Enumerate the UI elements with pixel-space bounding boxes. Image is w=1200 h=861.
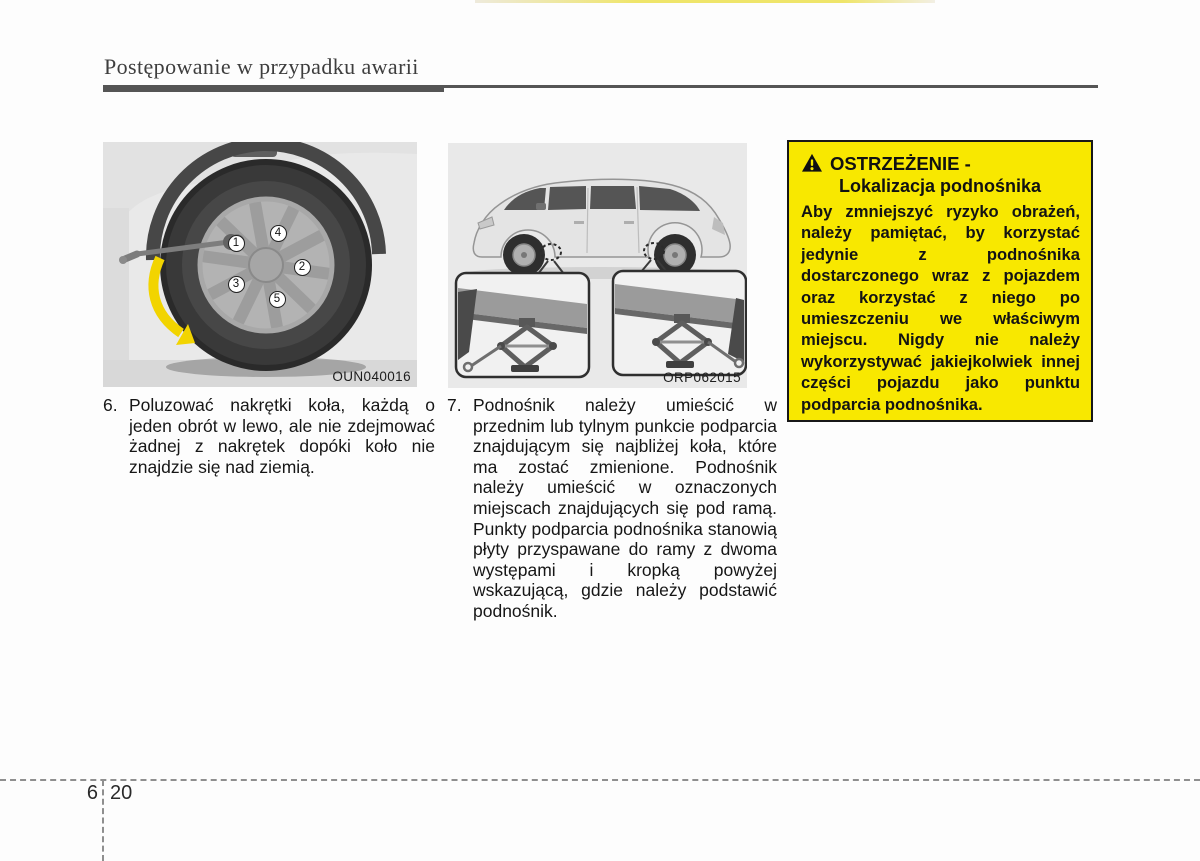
- step-item-6: [103, 395, 435, 477]
- page-top-scan-artifact: [475, 0, 935, 3]
- step-item-7: [447, 395, 777, 622]
- lug-nut-badge-3: 3: [228, 276, 245, 293]
- page-number: 20: [110, 782, 133, 804]
- figure-car-jack-points: [448, 143, 747, 388]
- header-rule-thin: [444, 85, 1098, 88]
- header-rule-thick: [103, 85, 444, 92]
- lug-nut-badge-2: 2: [294, 259, 311, 276]
- warning-subtitle: Lokalizacja podnośnika: [839, 176, 1042, 196]
- rear-wheel: [654, 234, 696, 276]
- warning-box: [787, 140, 1093, 422]
- jack-inset-rear: [613, 271, 746, 375]
- figure-wheel-lug-nuts: [103, 142, 417, 387]
- step-number: 6.: [103, 395, 118, 415]
- chapter-number: 6: [86, 782, 98, 804]
- side-mirror: [536, 203, 546, 210]
- car-photo-illustration: [448, 143, 747, 388]
- wheel-hub: [249, 248, 283, 282]
- step-number: 7.: [447, 395, 462, 415]
- lug-nut-badge-4: 4: [270, 225, 287, 242]
- warning-title: OSTRZEŻENIE -: [830, 153, 971, 174]
- figure-label-wheel: OUN040016: [332, 369, 411, 384]
- footer-dashed-divider: [0, 779, 1200, 781]
- lug-nut-badge-1: 1: [228, 235, 245, 252]
- warning-body-text: Aby zmniejszyć ryzyko obrażeń, należy pamiętać, by korzystać jedynie z podnośnika dostarczonego wraz z pojazdem oraz korzystać z niego po umieszczeniu we właściwym miejscu. Nigdy nie należy wykorzystywać jakiejkolwiek innej części pojazdu jako punktu podparcia podnośnika.: [801, 202, 1080, 414]
- footer-dashed-vertical-line: [102, 780, 104, 861]
- wheel-photo-illustration: [103, 142, 417, 387]
- page-title: Postępowanie w przypadku awarii: [104, 54, 419, 79]
- front-wheel: [503, 234, 545, 276]
- car-windows: [504, 186, 700, 211]
- step-text: Podnośnik należy umieścić w przednim lub tylnym punkcie podparcia znajdującym się najbliżej koła, które ma zostać zmienione. Podnośnik należy umieścić w oznaczonych miejscach znajdujących się pod ramą. Punkty podparcia podnośnika stanowią płyty przyspawane do ramy z dwoma występami i kropką powyżej wskazującą, gdzie należy podstawić podnośnik.: [473, 395, 777, 621]
- jack-inset-front: [456, 273, 589, 377]
- lug-nut-badge-5: 5: [269, 291, 286, 308]
- step-text: Poluzować nakrętki koła, każdą o jeden obrót w lewo, ale nie zdejmować żadnej z nakrętek dopóki koło nie znajdzie się nad ziemią.: [129, 395, 435, 477]
- warning-triangle-icon: [801, 153, 823, 173]
- figure-label-car: ORP062015: [663, 370, 741, 385]
